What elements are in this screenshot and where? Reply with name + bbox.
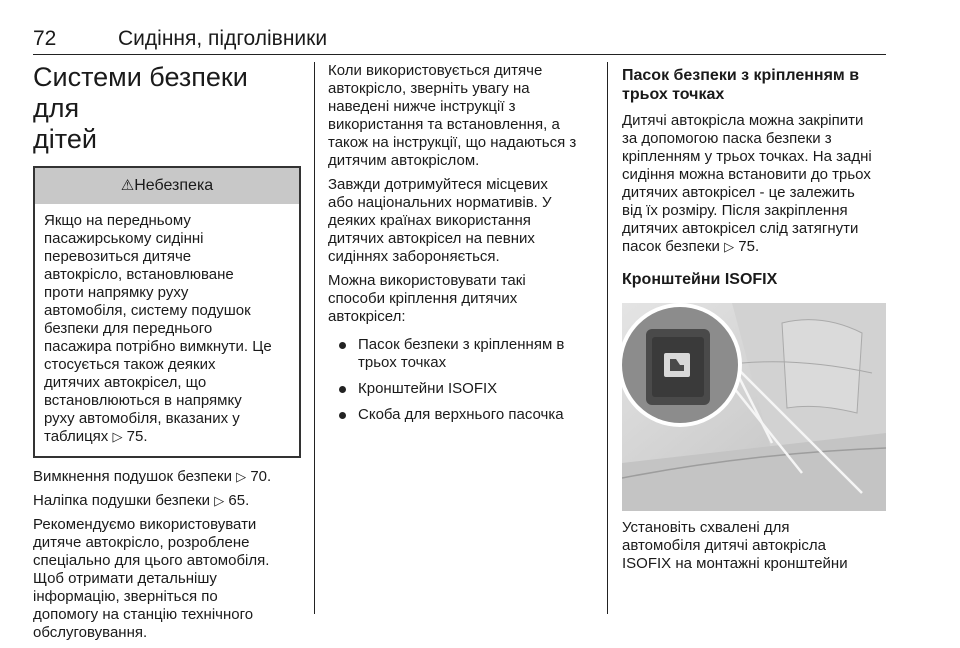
text-line: способи кріплення дитячих [328,290,518,307]
danger-line: руху автомобіля, вказаних у [44,410,240,427]
text-line: спеціально для цього автомобіля. [33,552,270,569]
ref-airbag-deactivation [33,468,301,486]
text-line: допомогу на станцію технічного [33,606,254,623]
text-line: Установіть схвалені для [622,519,790,536]
text-line: Завжди дотримуйтеся місцевих [328,176,548,193]
section-title [33,62,301,155]
text-line: кріпленням у трьох точках. На задні [622,148,872,165]
danger-line: проти напрямку руху [44,284,189,301]
text-line: Можна використовувати такі [328,272,526,289]
danger-body [35,204,299,456]
danger-line: дитячих автокрісел, що [44,374,207,391]
ref-text: Наліпка подушки безпеки [33,492,211,509]
ref-text: Вимкнення подушок безпеки [33,468,232,485]
text-line: інформацію, зверніться по [33,588,218,605]
text-line: трьох точках [358,354,447,371]
column-divider-1 [314,62,315,614]
text-line: дитячих автокрісел - це залежить [622,184,855,201]
text-line: дитяче автокрісло, розроблене [33,534,250,551]
bullet-icon [339,386,346,393]
text-line: Щоб отримати детальнішу [33,570,217,587]
page-ref-arrow-icon: ▷ [724,239,735,254]
text-line: дитячих автокрісел слід затягнути [622,220,859,237]
page-ref-link[interactable]: 65. [228,492,250,509]
column-1 [33,62,301,648]
header-rule [33,54,886,55]
text-line: обслуговування. [33,624,148,641]
text-line: автокрісло, зверніть увагу на [328,80,530,97]
bullet-icon [339,342,346,349]
text-line: наведені нижче інструкції з [328,98,516,115]
text-line: Дитячі автокрісла можна закріпити [622,112,864,129]
page-ref-link[interactable]: 75. [126,428,148,445]
subhead-three-point-belt [622,66,886,104]
warning-triangle-icon: ⚠ [120,177,135,194]
text-line: автомобіля дитячі автокрісла [622,537,826,554]
ref-airbag-label [33,492,301,510]
running-title: Сидіння, підголівники [118,27,328,50]
list-item [328,336,593,372]
danger-line: стосується також деяких [44,356,216,373]
text-line: сидіння можна встановити до трьох [622,166,871,183]
page-number: 72 [33,27,57,50]
page-ref-link[interactable]: 70. [250,468,272,485]
column-divider-2 [607,62,608,614]
three-point-paragraph [622,112,886,256]
subhead-line: трьох точках [622,86,725,103]
text-line: також на інструкції, що надаються з [328,134,577,151]
page-header [33,26,885,52]
methods-list [328,336,593,424]
list-item [328,380,593,398]
regulations-paragraph [328,176,593,266]
page-ref-arrow-icon: ▷ [236,469,247,484]
text-line: деяких країнах використання [328,212,531,229]
danger-line: пасажирському сидінні [44,230,204,247]
danger-line: безпеки для переднього [44,320,213,337]
text-line: Пасок безпеки з кріпленням в [358,336,565,353]
text-line: дитячим автокріслом. [328,152,480,169]
bullet-icon [339,412,346,419]
text-line: Рекомендуємо використовувати [33,516,257,533]
danger-box [33,166,301,458]
page-ref-link[interactable]: 75. [738,238,760,255]
list-item [328,406,593,424]
seat-panel [782,320,862,413]
column-3 [622,62,886,579]
text-line: Скоба для верхнього пасочка [358,406,564,423]
section-title-line1: Системи безпеки для [33,62,248,123]
danger-line: таблицях [44,428,109,445]
subhead-isofix: Кронштейни ISOFIX [622,271,778,288]
text-line: від їх розміру. Після закріплення [622,202,848,219]
column-2 [328,62,593,432]
isofix-illustration [622,303,886,511]
danger-label: Небезпека [134,177,214,194]
text-line: використання та встановлення, а [328,116,560,133]
recommendation-paragraph [33,516,301,642]
danger-header [35,168,299,204]
methods-intro [328,272,593,326]
text-line: Кронштейни ISOFIX [358,380,498,397]
danger-line: перевозиться дитяче [44,248,192,265]
text-line: або національних нормативів. У [328,194,552,211]
danger-line: автомобіля, систему подушок [44,302,251,319]
text-line: автокрісел: [328,308,406,325]
page-ref-arrow-icon: ▷ [112,429,123,444]
page-ref-arrow-icon: ▷ [214,493,225,508]
subhead-line: Пасок безпеки з кріпленням в [622,67,860,84]
text-line: Коли використовується дитяче [328,62,543,79]
text-line: дитячих автокрісел на певних [328,230,535,247]
text-line: сидіннях забороняється. [328,248,500,265]
section-title-line2: дітей [33,124,97,154]
danger-line: встановлюються в напрямку [44,392,242,409]
usage-paragraph [328,62,593,170]
isofix-caption [622,519,886,573]
danger-line: автокрісло, встановлюване [44,266,234,283]
text-line: пасок безпеки [622,238,720,255]
text-line: ISOFIX на монтажні кронштейни [622,555,848,572]
text-line: за допомогою паска безпеки з [622,130,832,147]
danger-line: пасажира потрібно вимкнути. Це [44,338,272,355]
danger-line: Якщо на передньому [44,212,191,229]
